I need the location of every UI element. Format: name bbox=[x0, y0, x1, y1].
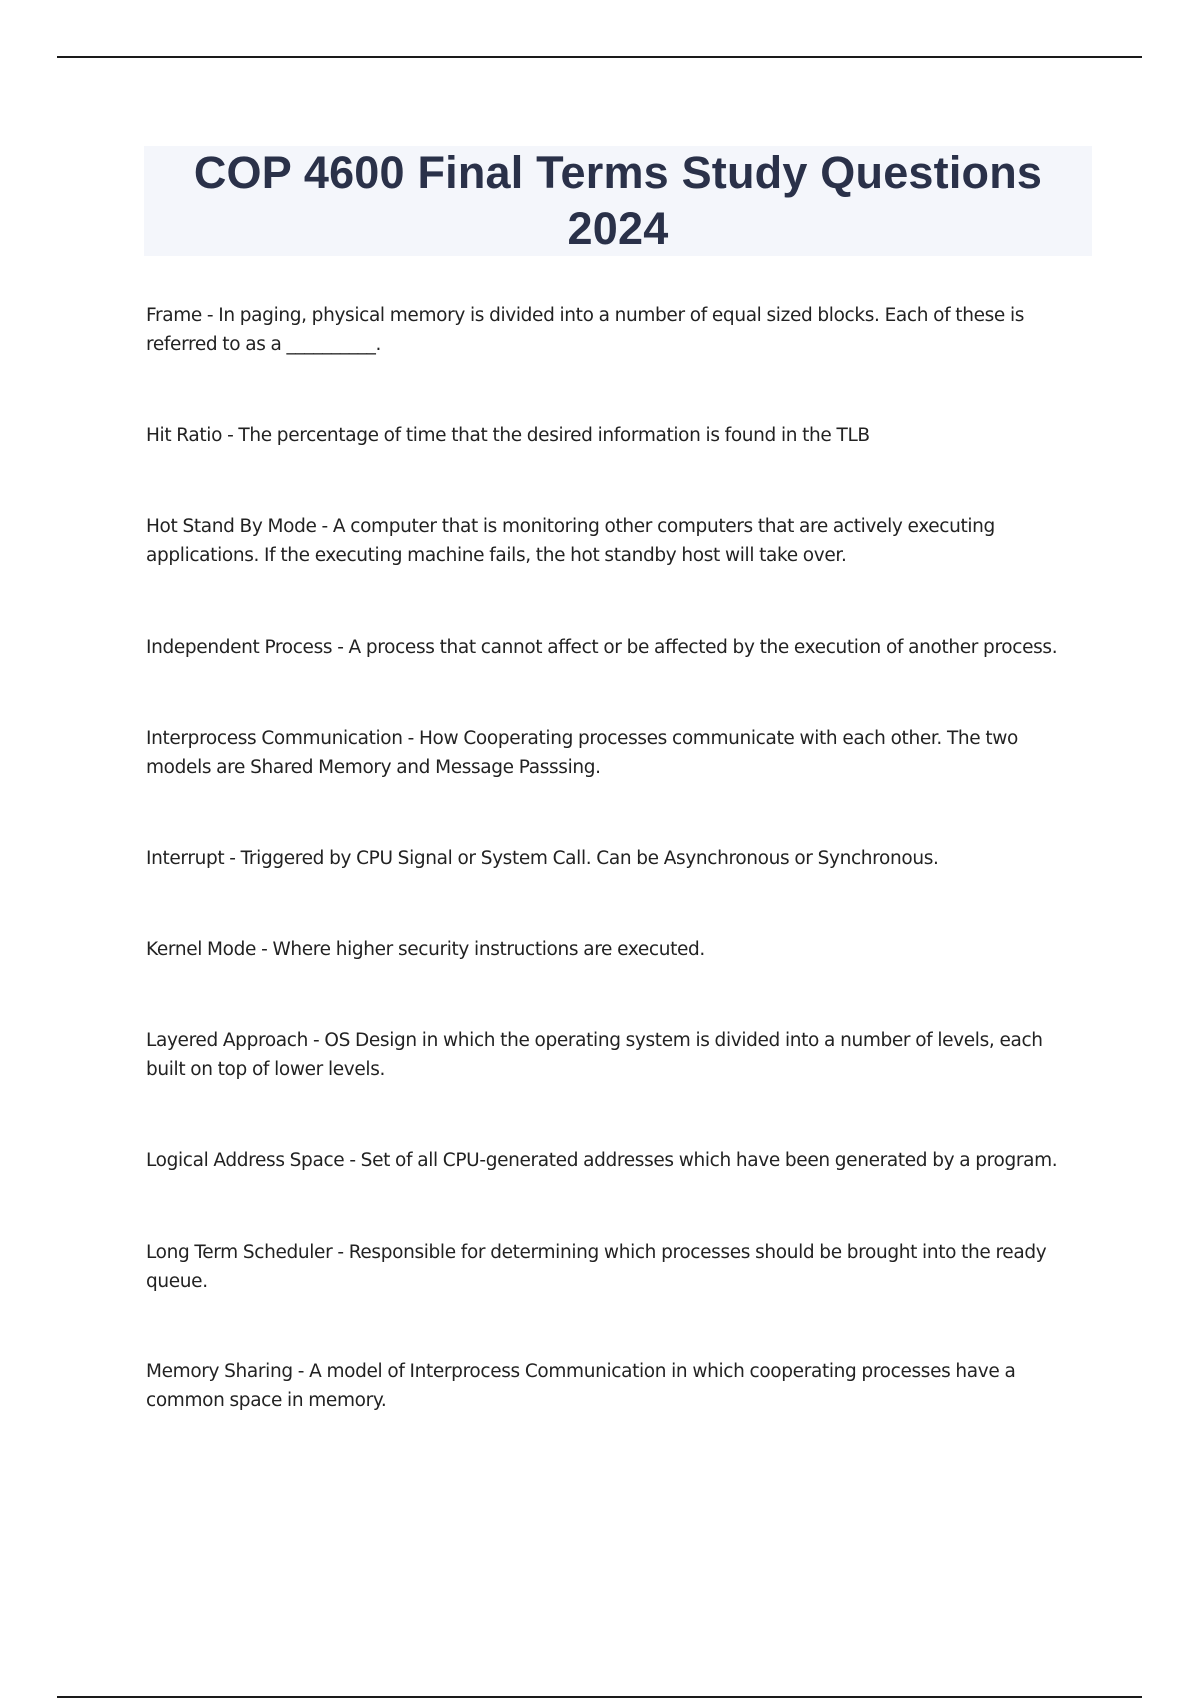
term-interprocess-communication: Interprocess Communication - How Cooperating processes communicate with each other. The two models are Shared Memory and Message Passsing. bbox=[146, 728, 1019, 778]
page-title: COP 4600 Final Terms Study Questions 2024 bbox=[193, 147, 1043, 254]
term-hot-stand-by-mode: Hot Stand By Mode - A computer that is monitoring other computers that are actively executing applications. If the executing machine fails, the hot standby host will take over. bbox=[146, 516, 995, 566]
term-interrupt: Interrupt - Triggered by CPU Signal or System Call. Can be Asynchronous or Synchronous. bbox=[146, 848, 939, 869]
term-independent-process: Independent Process - A process that cannot affect or be affected by the execution of another process. bbox=[146, 637, 1058, 658]
term-long-term-scheduler: Long Term Scheduler - Responsible for determining which processes should be brought into the ready queue. bbox=[146, 1242, 1047, 1292]
term-logical-address-space: Logical Address Space - Set of all CPU-generated addresses which have been generated by a program. bbox=[146, 1150, 1058, 1171]
top-divider bbox=[57, 56, 1142, 58]
term-layered-approach: Layered Approach - OS Design in which the operating system is divided into a number of levels, each built on top of lower levels. bbox=[146, 1030, 1043, 1080]
bottom-divider bbox=[57, 1696, 1142, 1698]
term-hit-ratio: Hit Ratio - The percentage of time that the desired information is found in the TLB bbox=[146, 425, 870, 446]
term-kernel-mode: Kernel Mode - Where higher security instructions are executed. bbox=[146, 939, 705, 960]
title-banner bbox=[144, 146, 1092, 256]
term-frame: Frame - In paging, physical memory is divided into a number of equal sized blocks. Each of these is referred to as a __________. bbox=[146, 305, 1025, 355]
term-memory-sharing: Memory Sharing - A model of Interprocess Communication in which cooperating processes have a common space in memory. bbox=[146, 1361, 1016, 1411]
